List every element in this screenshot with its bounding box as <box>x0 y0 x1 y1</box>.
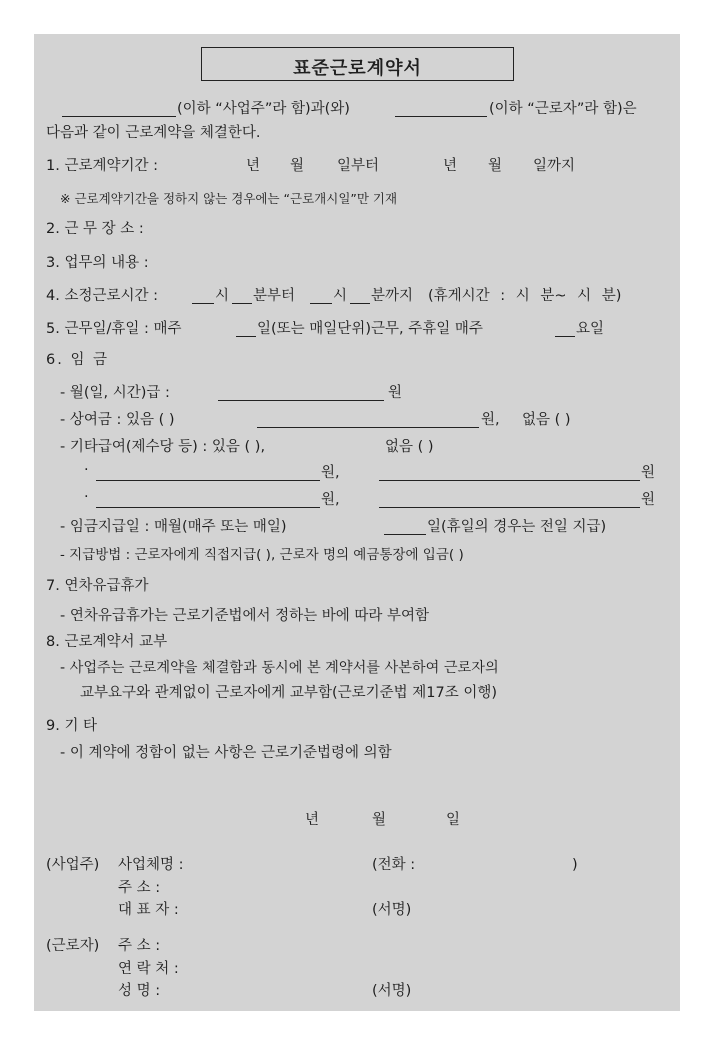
date-month: 월 <box>372 812 387 828</box>
worker-role: (근로자) <box>46 938 100 954</box>
s6-other-item4-won: 원 <box>641 492 656 508</box>
s2-label: 2. 근 무 장 소 : <box>46 221 144 237</box>
s6-other-item3-blank[interactable] <box>96 507 320 508</box>
s4-break-time: (휴게시간 : 시 분~ 시 분) <box>428 288 622 304</box>
worker-address-label: 주 소 : <box>118 938 161 954</box>
s3-label: 3. 업무의 내용 : <box>46 255 149 271</box>
worker-contact-label: 연 락 처 : <box>118 961 179 977</box>
s6-label: 6. 임 금 <box>46 352 110 368</box>
employer-role: (사업주) <box>46 857 100 873</box>
s6-pay-won: 원 <box>388 385 403 401</box>
employer-phone-label: (전화 : <box>372 857 416 873</box>
s1-to-day: 일까지 <box>533 158 576 174</box>
intro-employer-text: (이하 “사업주”라 함)과(와) <box>177 101 350 117</box>
s4-hour2: 시 <box>333 288 348 304</box>
s8-line2: 교부요구와 관계없이 근로자에게 교부함(근로기준법 제17조 이행) <box>80 685 497 701</box>
s6-bullet-2: · <box>84 489 89 505</box>
s6-other-item1-blank[interactable] <box>96 480 320 481</box>
s8-line1: - 사업주는 근로계약을 체결함과 동시에 본 계약서를 사본하여 근로자의 <box>60 660 499 676</box>
s5-weekday-blank[interactable] <box>555 336 575 337</box>
s6-payday-note: 일(휴일의 경우는 전일 지급) <box>427 519 607 535</box>
s6-other-item2-won: 원 <box>641 465 656 481</box>
s1-to-month: 월 <box>488 158 503 174</box>
s5-label: 5. 근무일/휴일 : 매주 <box>46 321 182 337</box>
s4-min1: 분부터 <box>253 288 296 304</box>
s1-from-month: 월 <box>290 158 305 174</box>
intro-worker-text: (이하 “근로자”라 함)은 <box>489 101 637 117</box>
s1-to-year: 년 <box>443 158 458 174</box>
s6-pay: - 월(일, 시간)급 : <box>60 385 170 401</box>
s8-label: 8. 근로계약서 교부 <box>46 634 168 650</box>
s6-bonus-none: 없음 ( ) <box>522 412 571 428</box>
intro-line2: 다음과 같이 근로계약을 체결한다. <box>46 125 261 141</box>
s4-end-min-blank[interactable] <box>350 303 370 304</box>
s1-label: 1. 근로계약기간 : <box>46 158 158 174</box>
s4-min2: 분까지 <box>371 288 414 304</box>
s1-note: ※ 근로계약기간을 정하지 않는 경우에는 “근로개시일”만 기재 <box>60 191 398 206</box>
s6-bonus-won: 원, <box>481 412 500 428</box>
s1-from-day: 일부터 <box>337 158 380 174</box>
s6-other-item2-blank[interactable] <box>379 480 640 481</box>
s4-start-hour-blank[interactable] <box>192 303 214 304</box>
s6-bullet-1: · <box>84 462 89 478</box>
employer-sign: (서명) <box>372 902 412 918</box>
s5-days-blank[interactable] <box>236 336 256 337</box>
s4-hour1: 시 <box>215 288 230 304</box>
s6-bonus: - 상여금 : 있음 ( ) <box>60 412 175 428</box>
employer-phone-close: ) <box>572 857 578 873</box>
s7-body: - 연차유급휴가는 근로기준법에서 정하는 바에 따라 부여함 <box>60 608 430 624</box>
s1-from-year: 년 <box>246 158 261 174</box>
document-title: 표준근로계약서 <box>293 58 422 79</box>
s6-other-item4-blank[interactable] <box>379 507 640 508</box>
employer-rep-label: 대 표 자 : <box>118 902 179 918</box>
s7-label: 7. 연차유급휴가 <box>46 578 149 594</box>
employer-name-blank[interactable] <box>62 116 176 117</box>
worker-sign: (서명) <box>372 983 412 999</box>
worker-name-label: 성 명 : <box>118 983 161 999</box>
s6-payday: - 임금지급일 : 매월(매주 또는 매일) <box>60 519 287 535</box>
s4-end-hour-blank[interactable] <box>310 303 332 304</box>
s4-label: 4. 소정근로시간 : <box>46 288 158 304</box>
s6-other: - 기타급여(제수당 등) : 있음 ( ), <box>60 439 266 455</box>
date-year: 년 <box>305 812 320 828</box>
s6-payday-blank[interactable] <box>384 534 426 535</box>
employer-company-label: 사업체명 : <box>118 857 184 873</box>
s6-other-none: 없음 ( ) <box>385 439 434 455</box>
s6-other-item1-won: 원, <box>321 465 340 481</box>
s9-body: - 이 계약에 정함이 없는 사항은 근로기준법령에 의함 <box>60 745 392 761</box>
s6-method: - 지급방법 : 근로자에게 직접지급( ), 근로자 명의 예금통장에 입금( ) <box>60 547 464 563</box>
date-day: 일 <box>446 812 461 828</box>
title-box <box>201 47 514 81</box>
employer-address-label: 주 소 : <box>118 880 161 896</box>
worker-name-blank[interactable] <box>395 116 487 117</box>
s6-other-item3-won: 원, <box>321 492 340 508</box>
s5-day-unit: 일(또는 매일단위)근무, 주휴일 매주 <box>257 321 483 337</box>
s9-label: 9. 기 타 <box>46 718 98 734</box>
s6-bonus-blank[interactable] <box>257 427 479 428</box>
s5-weekday: 요일 <box>576 321 605 337</box>
s4-start-min-blank[interactable] <box>232 303 252 304</box>
s6-pay-blank[interactable] <box>218 400 384 401</box>
